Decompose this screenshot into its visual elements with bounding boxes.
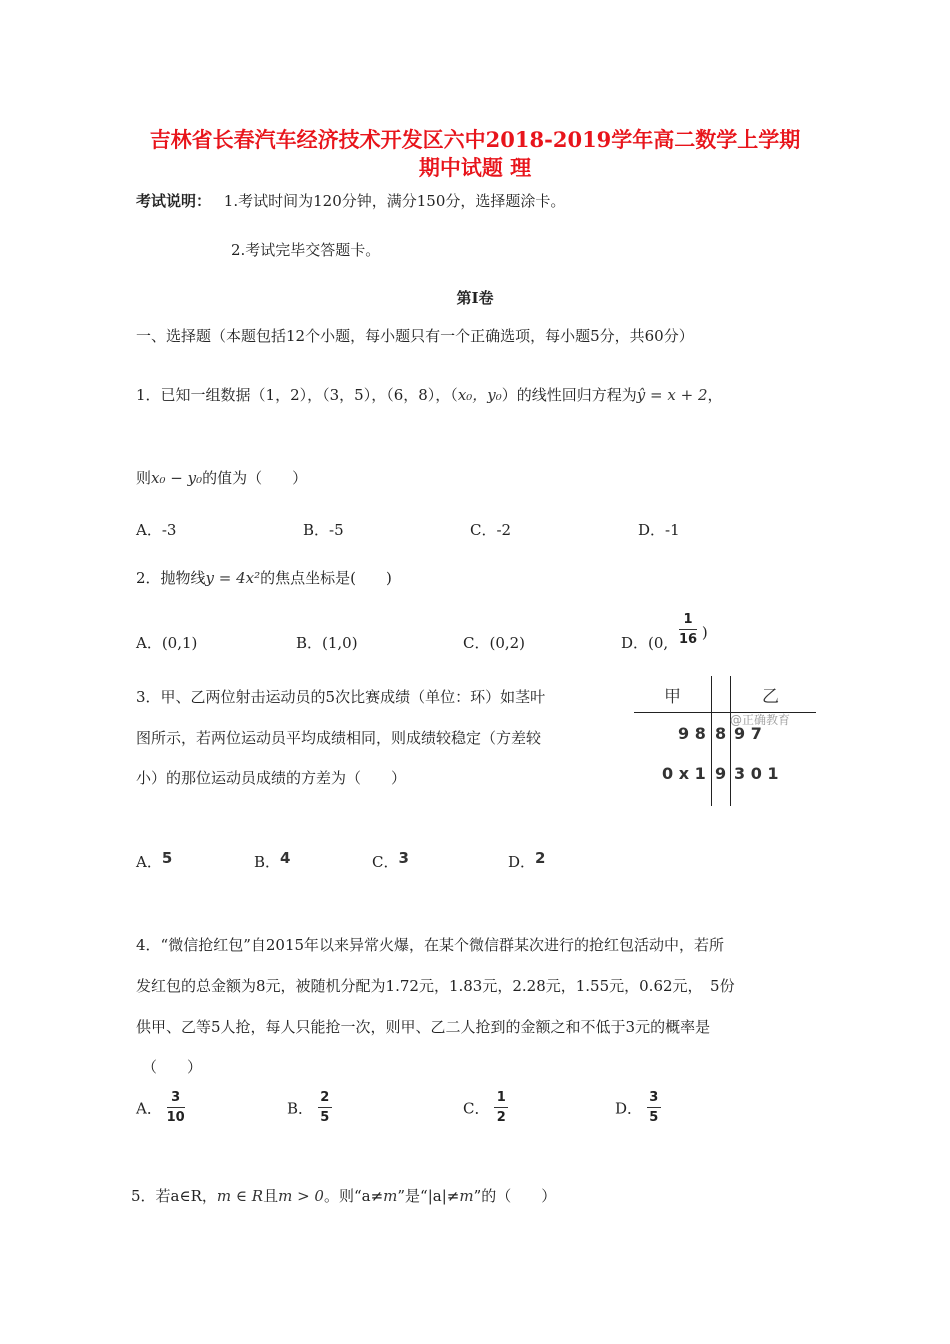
question-4-line-3: 供甲、乙等5人抢，每人只能抢一次，则甲、乙二人抢到的金额之和不低于3元的概率是 xyxy=(136,1018,711,1036)
instructions-item-1: 1.考试时间为120分钟，满分150分，选择题涂卡。 xyxy=(223,192,566,210)
q4-option-d: D． $\frac{3}{5}$ xyxy=(615,1091,661,1124)
stem-leaf-header-left: 甲 xyxy=(664,687,681,707)
stem-leaf-plot xyxy=(634,676,816,806)
question-1-line-1: 1．已知一组数据（1，2），（3，5），（6，8），（x₀，y₀）的线性回归方程为ŷ = x + 2， xyxy=(136,386,723,404)
question-4-line-2: 发红包的总金额为8元，被随机分配为1.72元，1.83元，2.28元，1.55元，0.62元， 5份 xyxy=(136,977,735,995)
question-3-line-2: 图所示，若两位运动员平均成绩相同，则成绩较稳定（方差较 xyxy=(136,729,542,747)
q4-option-b: B． $\frac{2}{5}$ xyxy=(287,1091,332,1124)
math-regression-equation: ŷ = x + 2 xyxy=(636,386,708,404)
q1-option-b: B．-5 xyxy=(303,521,344,539)
q2-option-b: B．(1,0) xyxy=(296,634,358,652)
watermark: @正确教育 xyxy=(730,713,791,727)
q3-option-d: D．2 xyxy=(508,849,546,871)
math-xy: x₀，y₀ xyxy=(457,386,502,404)
instructions-item-2: 2.考试完毕交答题卡。 xyxy=(231,241,381,259)
q3-option-b: B．4 xyxy=(254,849,291,871)
q3-option-c: C．3 xyxy=(372,849,409,871)
stem-leaf-divider-left xyxy=(711,676,712,806)
q4-option-a: A． $\frac{3}{10}$ xyxy=(136,1090,185,1125)
stem-leaf-row2-left: 0 x 1 xyxy=(662,764,706,783)
q4-option-c: C． $\frac{1}{2}$ xyxy=(463,1091,508,1124)
stem-leaf-row1-right: 9 7 xyxy=(734,724,762,743)
question-5: 5．若a∈R，m ∈ R且m > 0。则“a≠m”是“|a|≠m”的（ ） xyxy=(131,1187,557,1205)
stem-leaf-divider-right xyxy=(730,676,731,806)
q1-option-d: D．-1 xyxy=(638,521,680,539)
volume-heading: 第Ⅰ卷 xyxy=(456,289,494,307)
stem-leaf-row2-stem: 9 xyxy=(715,764,727,783)
document-title-line2: 期中试题 理 xyxy=(418,155,532,180)
section-heading: 一、选择题（本题包括12个小题，每小题只有一个正确选项，每小题5分，共60分） xyxy=(136,327,694,345)
math-difference: x₀ − y₀ xyxy=(151,469,203,487)
q2-option-d: D．(0, xyxy=(621,634,669,652)
question-4-line-4: （ ） xyxy=(142,1058,203,1076)
question-2: 2．抛物线y = 4x²的焦点坐标是( ) xyxy=(136,569,392,587)
stem-leaf-row2-right: 3 0 1 xyxy=(734,764,779,783)
question-4-line-1: 4．“微信抢红包”自2015年以来异常火爆，在某个微信群某次进行的抢红包活动中，若所 xyxy=(136,936,725,954)
q2-option-d-fraction: $\frac{1}{16}$ ) xyxy=(679,612,708,647)
math-parabola: y = 4x² xyxy=(205,569,261,587)
q1-option-a: A．-3 xyxy=(136,521,177,539)
question-3-line-1: 3．甲、乙两位射击运动员的5次比赛成绩（单位：环）如茎叶 xyxy=(136,688,546,706)
q1-option-c: C．-2 xyxy=(470,521,512,539)
stem-leaf-header-right: 乙 xyxy=(762,687,779,707)
q2-option-a: A．(0,1) xyxy=(136,634,198,652)
stem-leaf-row1-left: 9 8 xyxy=(678,724,706,743)
question-1-line-2: 则x₀ − y₀的值为（ ） xyxy=(136,469,308,487)
q3-option-a: A．5 xyxy=(136,849,173,871)
instructions-label: 考试说明： xyxy=(136,192,212,210)
document-title-line1: 吉林省长春汽车经济技术开发区六中2018-2019学年高二数学上学期 xyxy=(149,127,801,152)
q2-option-c: C．(0,2) xyxy=(463,634,526,652)
question-3-line-3: 小）的那位运动员成绩的方差为（ ） xyxy=(136,769,407,787)
instructions xyxy=(136,190,565,211)
stem-leaf-row1-stem: 8 xyxy=(715,724,727,743)
